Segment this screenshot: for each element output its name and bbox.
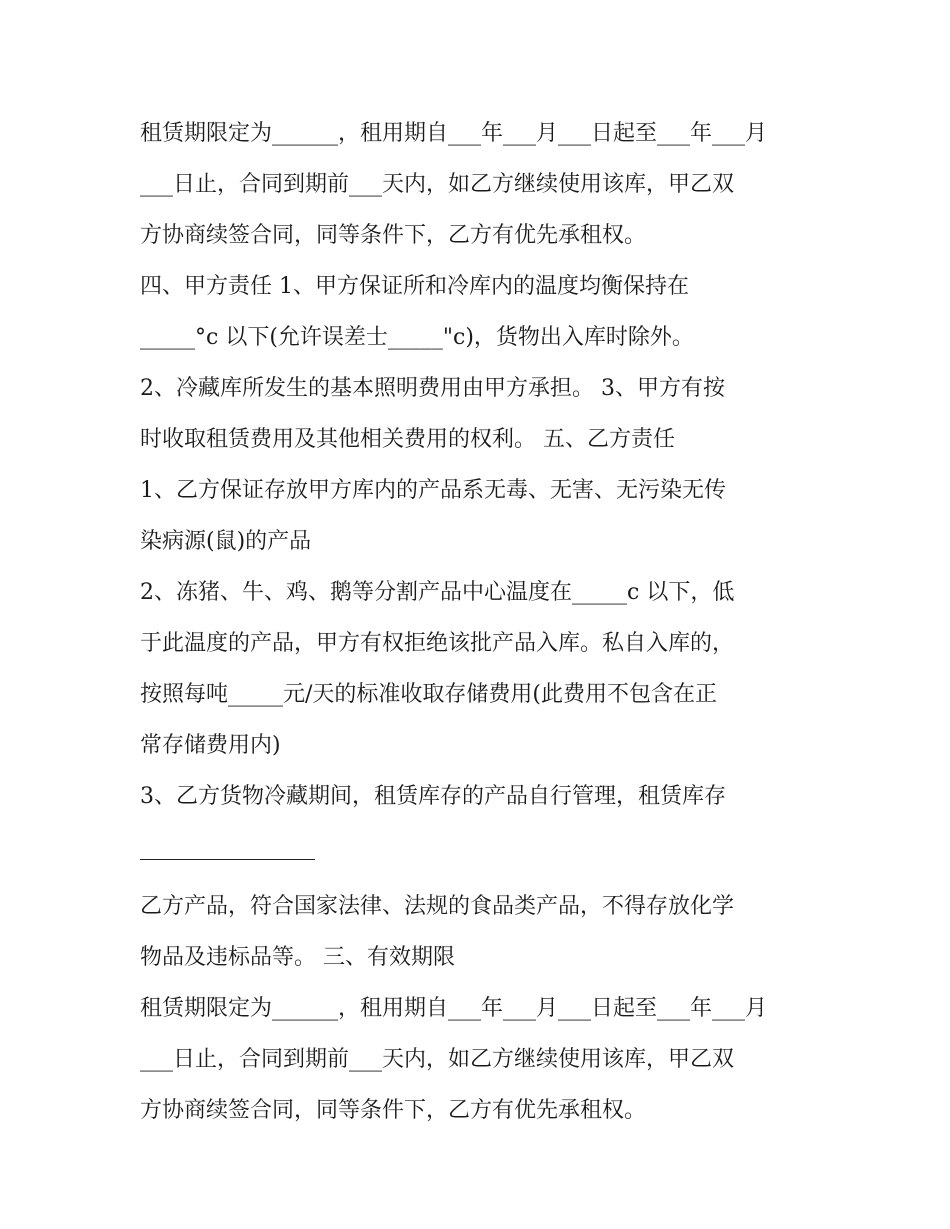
text-line: ___日止，合同到期前___天内，如乙方继续使用该库，甲乙双 — [140, 1047, 735, 1072]
text-line: 染病源(鼠)的产品 — [140, 529, 312, 554]
text-line: 乙方产品，符合国家法律、法规的食品类产品，不得存放化学 — [140, 894, 735, 919]
text-line: 方协商续签合同，同等条件下，乙方有优先承租权。 — [140, 1098, 647, 1123]
document-body — [140, 108, 820, 1136]
text-line: 2、冻猪、牛、鸡、鹅等分割产品中心温度在_____c 以下，低 — [140, 580, 735, 605]
text-line: 常存储费用内) — [140, 733, 281, 758]
text-line: ___日止，合同到期前___天内，如乙方继续使用该库，甲乙双 — [140, 172, 735, 197]
text-line: _____°c 以下(允许误差士_____"c)，货物出入库时除外。 — [140, 325, 694, 350]
text-line: 四、甲方责任 1、甲方保证所和冷库内的温度均衡保持在 — [140, 274, 689, 299]
text-line: 方协商续签合同，同等条件下，乙方有优先承租权。 — [140, 223, 647, 248]
text-line: 2、冷藏库所发生的基本照明费用由甲方承担。 3、甲方有按 — [140, 376, 725, 401]
separator-rule — [140, 822, 820, 873]
text-line: 1、乙方保证存放甲方库内的产品系无毒、无害、无污染无传 — [140, 478, 726, 503]
text-line: 租赁期限定为______，租用期自___年___月___日起至___年___月 — [140, 121, 768, 146]
spacer — [140, 873, 820, 881]
text-line: 物品及违标品等。 三、有效期限 — [140, 945, 455, 970]
text-line: 3、乙方货物冷藏期间，租赁库存的产品自行管理，租赁库存 — [140, 784, 726, 809]
horizontal-rule — [140, 859, 315, 860]
text-line: 于此温度的产品，甲方有权拒绝该批产品入库。私自入库的， — [140, 631, 735, 656]
text-line: 租赁期限定为______，租用期自___年___月___日起至___年___月 — [140, 996, 768, 1021]
text-line: 按照每吨_____元/天的标准收取存储费用(此费用不包含在正 — [140, 682, 717, 707]
text-line: 时收取租赁费用及其他相关费用的权利。 五、乙方责任 — [140, 427, 675, 452]
